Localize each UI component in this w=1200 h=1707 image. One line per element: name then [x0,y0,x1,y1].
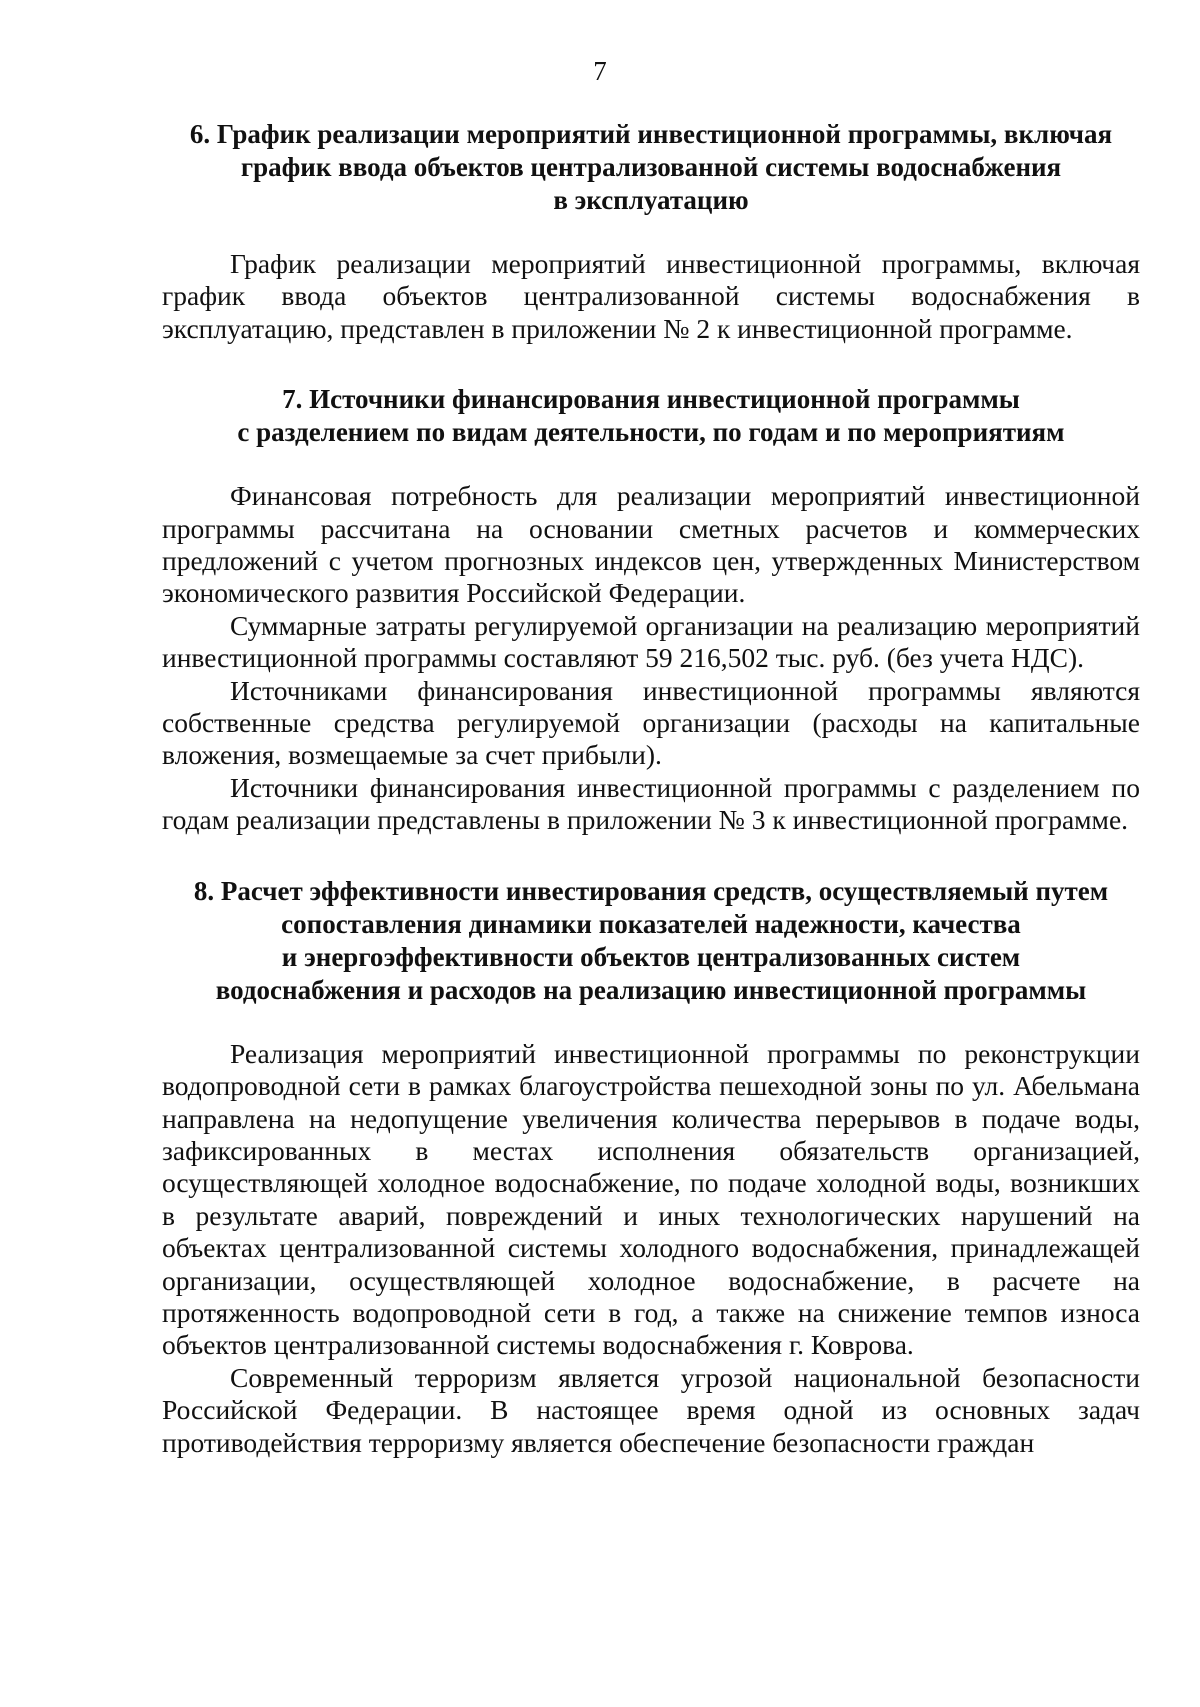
page-number: 7 [593,56,607,86]
section-8-heading [162,875,1140,1007]
paragraph: Современный терроризм является угрозой национальной безопасности Российской Федерации. В настоящее время одной из основных задач противодействия терроризму является обеспечение безопасности граждан [162,1361,1140,1458]
paragraph: График реализации мероприятий инвестиционной программы, включая график ввода объектов централизованной системы водоснабжения в эксплуатацию, представлен в приложении № 2 к инвестиционной программе. [162,248,1140,344]
heading-line: график ввода объектов централизованной системы водоснабжения [240,152,1062,182]
paragraph: Источниками финансирования инвестиционной программы являются собственные средства регулируемой организации (расходы на капитальные вложения, возмещаемые за счет прибыли). [162,674,1140,771]
paragraph: Финансовая потребность для реализации мероприятий инвестиционной программы рассчитана на основании сметных расчетов и коммерческих предложений с учетом прогнозных индексов цен, утвержденных Министерством экономического развития Российской Федерации. [162,480,1140,609]
paragraph: Источники финансирования инвестиционной программы с разделением по годам реализации представлены в приложении № 3 к инвестиционной программе. [162,771,1140,836]
heading-line: 7. Источники финансирования инвестиционной программы [282,384,1020,415]
heading-line: 8. Расчет эффективности инвестирования средств, осуществляемый путем [193,875,1109,906]
heading-line: с разделением по видам деятельности, по годам и по мероприятиям [237,417,1065,448]
heading-line: 6. График реализации мероприятий инвестиционной программы, включая [189,119,1113,149]
section-8 [162,875,1140,1459]
paragraph: Суммарные затраты регулируемой организации на реализацию мероприятий инвестиционной программы составляют 59 216,502 тыс. руб. (без учета НДС). [162,609,1140,674]
section-7-heading [162,383,1140,449]
paragraph: Реализация мероприятий инвестиционной программы по реконструкции водопроводной сети в рамках благоустройства пешеходной зоны по ул. Абельмана направлена на недопущение увеличения количества перерывов в подаче воды, зафиксированных в местах исполнения обязательств организацией, осуществляющей холодное водоснабжение, по подаче холодной воды, возникших в результате аварий, повреждений и иных технологических нарушений на объектах централизованной системы холодного водоснабжения, принадлежащей организации, осуществляющей холодное водоснабжение, в расчете на протяженность водопроводной сети в год, а также на снижение темпов износа объектов централизованной системы водоснабжения г. Коврова. [162,1037,1140,1361]
section-6 [162,118,1140,345]
heading-line: водоснабжения и расходов на реализацию инвестиционной программы [215,974,1087,1005]
heading-line: и энергоэффективности объектов централизованных систем [281,941,1021,972]
document-body [162,118,1140,1459]
heading-line: в эксплуатацию [553,185,749,215]
section-7 [162,383,1140,836]
section-6-heading [162,118,1140,217]
heading-line: сопоставления динамики показателей надежности, качества [281,908,1021,939]
